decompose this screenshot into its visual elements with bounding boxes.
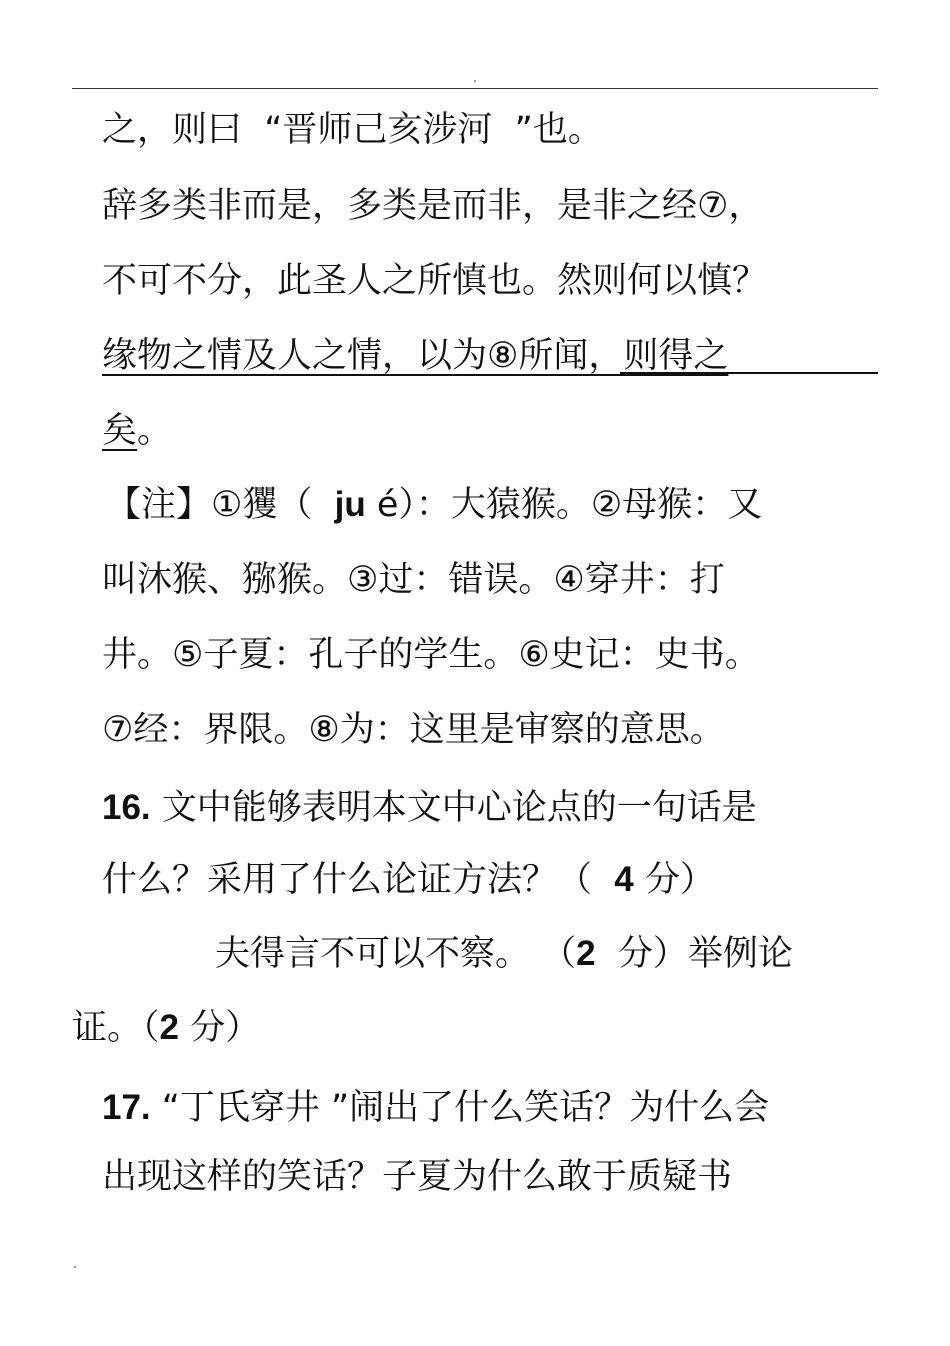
note-line-2: 叫沐猴、猕猴。③过：错误。④穿井：打 xyxy=(102,560,725,600)
passage-line-2: 辞多类非而是，多类是而非，是非之经⑦， xyxy=(102,186,764,226)
note-line-1 xyxy=(106,483,762,527)
answer-16-score-2: 2 xyxy=(159,1008,179,1047)
answer-16-text-1: 夫得言不可以不察。 （ xyxy=(215,934,577,974)
answer-16-text-1-end: 分）举例论 xyxy=(595,934,793,974)
question-16-text-1: 文中能够表明本文中心论点的一句话是 xyxy=(150,788,757,828)
answer-16-line-2 xyxy=(72,1006,260,1050)
passage-line-3: 不可不分，此圣人之所慎也。然则何以慎？ xyxy=(102,261,768,301)
note-line-1-start: 【注】①玃（ xyxy=(106,485,335,525)
question-16-line-2 xyxy=(102,858,715,902)
answer-16-score-1: 2 xyxy=(576,934,596,973)
question-17-number: 17. xyxy=(102,1088,151,1127)
note-line-1-end: é）：大猿猴。②母猴：又 xyxy=(365,485,763,525)
passage-underline-tail xyxy=(620,372,878,374)
note-line-4: ⑦经：界限。⑧为：这里是审察的意思。 xyxy=(102,710,725,750)
header-rule xyxy=(72,88,878,89)
passage-line-5-underlined: 矣 xyxy=(102,411,138,451)
question-16-number: 16. xyxy=(102,788,151,827)
question-16-text-2: 什么？采用了什么论证方法？（ xyxy=(102,860,615,900)
question-17-line-1 xyxy=(102,1086,769,1130)
answer-16-line-1 xyxy=(215,932,793,976)
passage-line-5-end: 。 xyxy=(137,411,173,451)
passage-line-1: 之，则曰 “晋师己亥涉河 ”也。 xyxy=(102,110,603,150)
header-dot xyxy=(474,80,476,82)
note-line-3: 井。⑤子夏：孔子的学生。⑥史记：史书。 xyxy=(102,635,760,675)
question-16-line-1 xyxy=(102,786,757,830)
passage-line-4: 缘物之情及人之情，以为⑧所闻，则得之 xyxy=(102,336,729,376)
note-pinyin: ju xyxy=(334,485,366,524)
footer-dot xyxy=(74,1266,76,1268)
question-16-score: 4 xyxy=(614,860,634,899)
answer-16-text-2: 证。（ xyxy=(72,1008,160,1048)
passage-line-5 xyxy=(102,409,172,453)
answer-16-text-2-end: 分） xyxy=(178,1008,261,1048)
question-17-text-1: “丁氏穿井 ”闹出了什么笑话？为什么会 xyxy=(150,1088,770,1128)
question-17-line-2: 出现这样的笑话？子夏为什么敢于质疑书 xyxy=(102,1157,733,1197)
question-16-text-2-end: 分） xyxy=(633,860,715,900)
